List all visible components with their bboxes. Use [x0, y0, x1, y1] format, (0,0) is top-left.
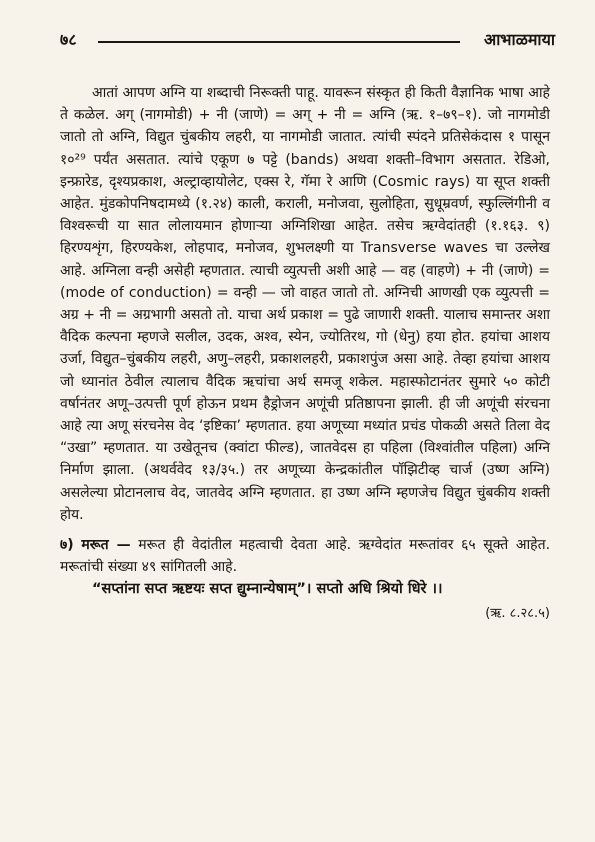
section-marut — [60, 534, 550, 578]
page-header — [60, 28, 555, 54]
verse-reference: (ऋ. ८.२८.५) — [485, 605, 550, 621]
section-text: मरूत ही वेदांतील महत्वाची देवता आहे. ऋग्वेदांत मरूतांवर ६५ सूक्ते आहेत. मरूतांची संख्या ४९ सांगितली आहे. — [60, 537, 551, 576]
header-rule — [98, 41, 460, 43]
section-number: ७) — [60, 537, 74, 554]
section-title: मरूत — — [81, 537, 131, 554]
page-body — [60, 82, 550, 625]
page-number: ७८ — [60, 30, 77, 49]
running-title: आभाळमाया — [483, 30, 555, 49]
sanskrit-verse: “सप्तांना सप्त ऋष्टयः सप्त द्युम्नान्येषाम्”। सप्तो अधि श्रियो धिरे ।। — [92, 581, 443, 598]
paragraph-agni: आतां आपण अग्नि या शब्दाची निरूक्ती पाहू. यावरून संस्कृत ही किती वैज्ञानिक भाषा आहे ते कळेल. अग् (नागमोडी) + नी (जाणे) = अग् + नी = अग्नि (ऋ. १–७९–१). जो नागमोडी जातो तो अग्नि, विद्युत चुंबकीय लहरी, या नागमोडी जातात. त्यांची स्पंदने प्रतिसेकंदास १ पासून १०²⁹ पर्यंत असतात. त्यांचे एकूण ७ पट्टे (bands) अथवा शक्ती–विभाग असतात. रेडिओ, इन्फ्रारेड, दृश्यप्रकाश, अल्ट्राव्हायोलेट, एक्स रे, गॅमा रे आणि (Cosmic rays) या सूप्त शक्ती आहेत. मुंडकोपनिषदामध्ये (१.२४) काली, कराली, मनोजवा, सुलोहिता, सुधूम्रवर्ण, स्फुल्लिंगीनी व विश्वरूची या सात लोलायमान होणाऱ्या अग्निशिखा आहेत. तसेच ऋग्वेदांतही (१.१६३. ९) हिरण्यशृंग, हिरण्यकेश, लोहपाद, मनोजव, शुभलक्ष्णी या Transverse waves चा उल्लेख आहे. अग्निला वन्ही असेही म्हणतात. त्याची व्युत्पत्ती अशी आहे — वह (वाहणे) + नी (जाणे) = (mode of conduction) = वन्ही — जो वाहत जातो तो. अग्निची आणखी एक व्युत्पत्ती = अग्र + नी = अग्रभागी असतो तो. याचा अर्थ प्रकाश = पुढे जाणारी शक्ती. यालाच समान्तर अशा वैदिक कल्पना म्हणजे सलील, उदक, अश्व, स्येन, ज्योतिरथ, गो (धेनु) हया होत. हयांचा आशय उर्जा, विद्युत–चुंबकीय लहरी, अणु–लहरी, प्रकाशलहरी, प्रकाशपुंज असा आहे. तेव्हा हयांचा आशय जो ध्यानांत ठेवील त्यालाच वैदिक ऋचांचा अर्थ समजू शकेल. महास्फोटानंतर सुमारे ५० कोटी वर्षानंतर अणू–उत्पत्ती पूर्ण होऊन प्रथम हैड्रोजन अणूंची प्रतिष्ठापना झाली. ही जी अणूंची संरचना आहे त्या अणू संरचनेस वेद ‘इष्टिका’ म्हणतात. हया अणूच्या मध्यांत प्रचंड पोकळी असते तिला वेद “उखा” म्हणतात. या उखेतूनच (क्वांटा फील्ड), जातवेदस हा पहिला (विश्वांतील पहिला) अग्नि निर्माण झाला. (अथर्ववेद १३/३५.) तर अणूच्या केन्द्रकांतील पॉझिटीव्ह चार्ज (उष्ण अग्नि) असलेल्या प्रोटानलाच वेद, जातवेद अग्नि म्हणतात. हा उष्ण अग्नि म्हणजेच विद्युत चुंबकीय शक्ती होय. — [60, 85, 550, 523]
